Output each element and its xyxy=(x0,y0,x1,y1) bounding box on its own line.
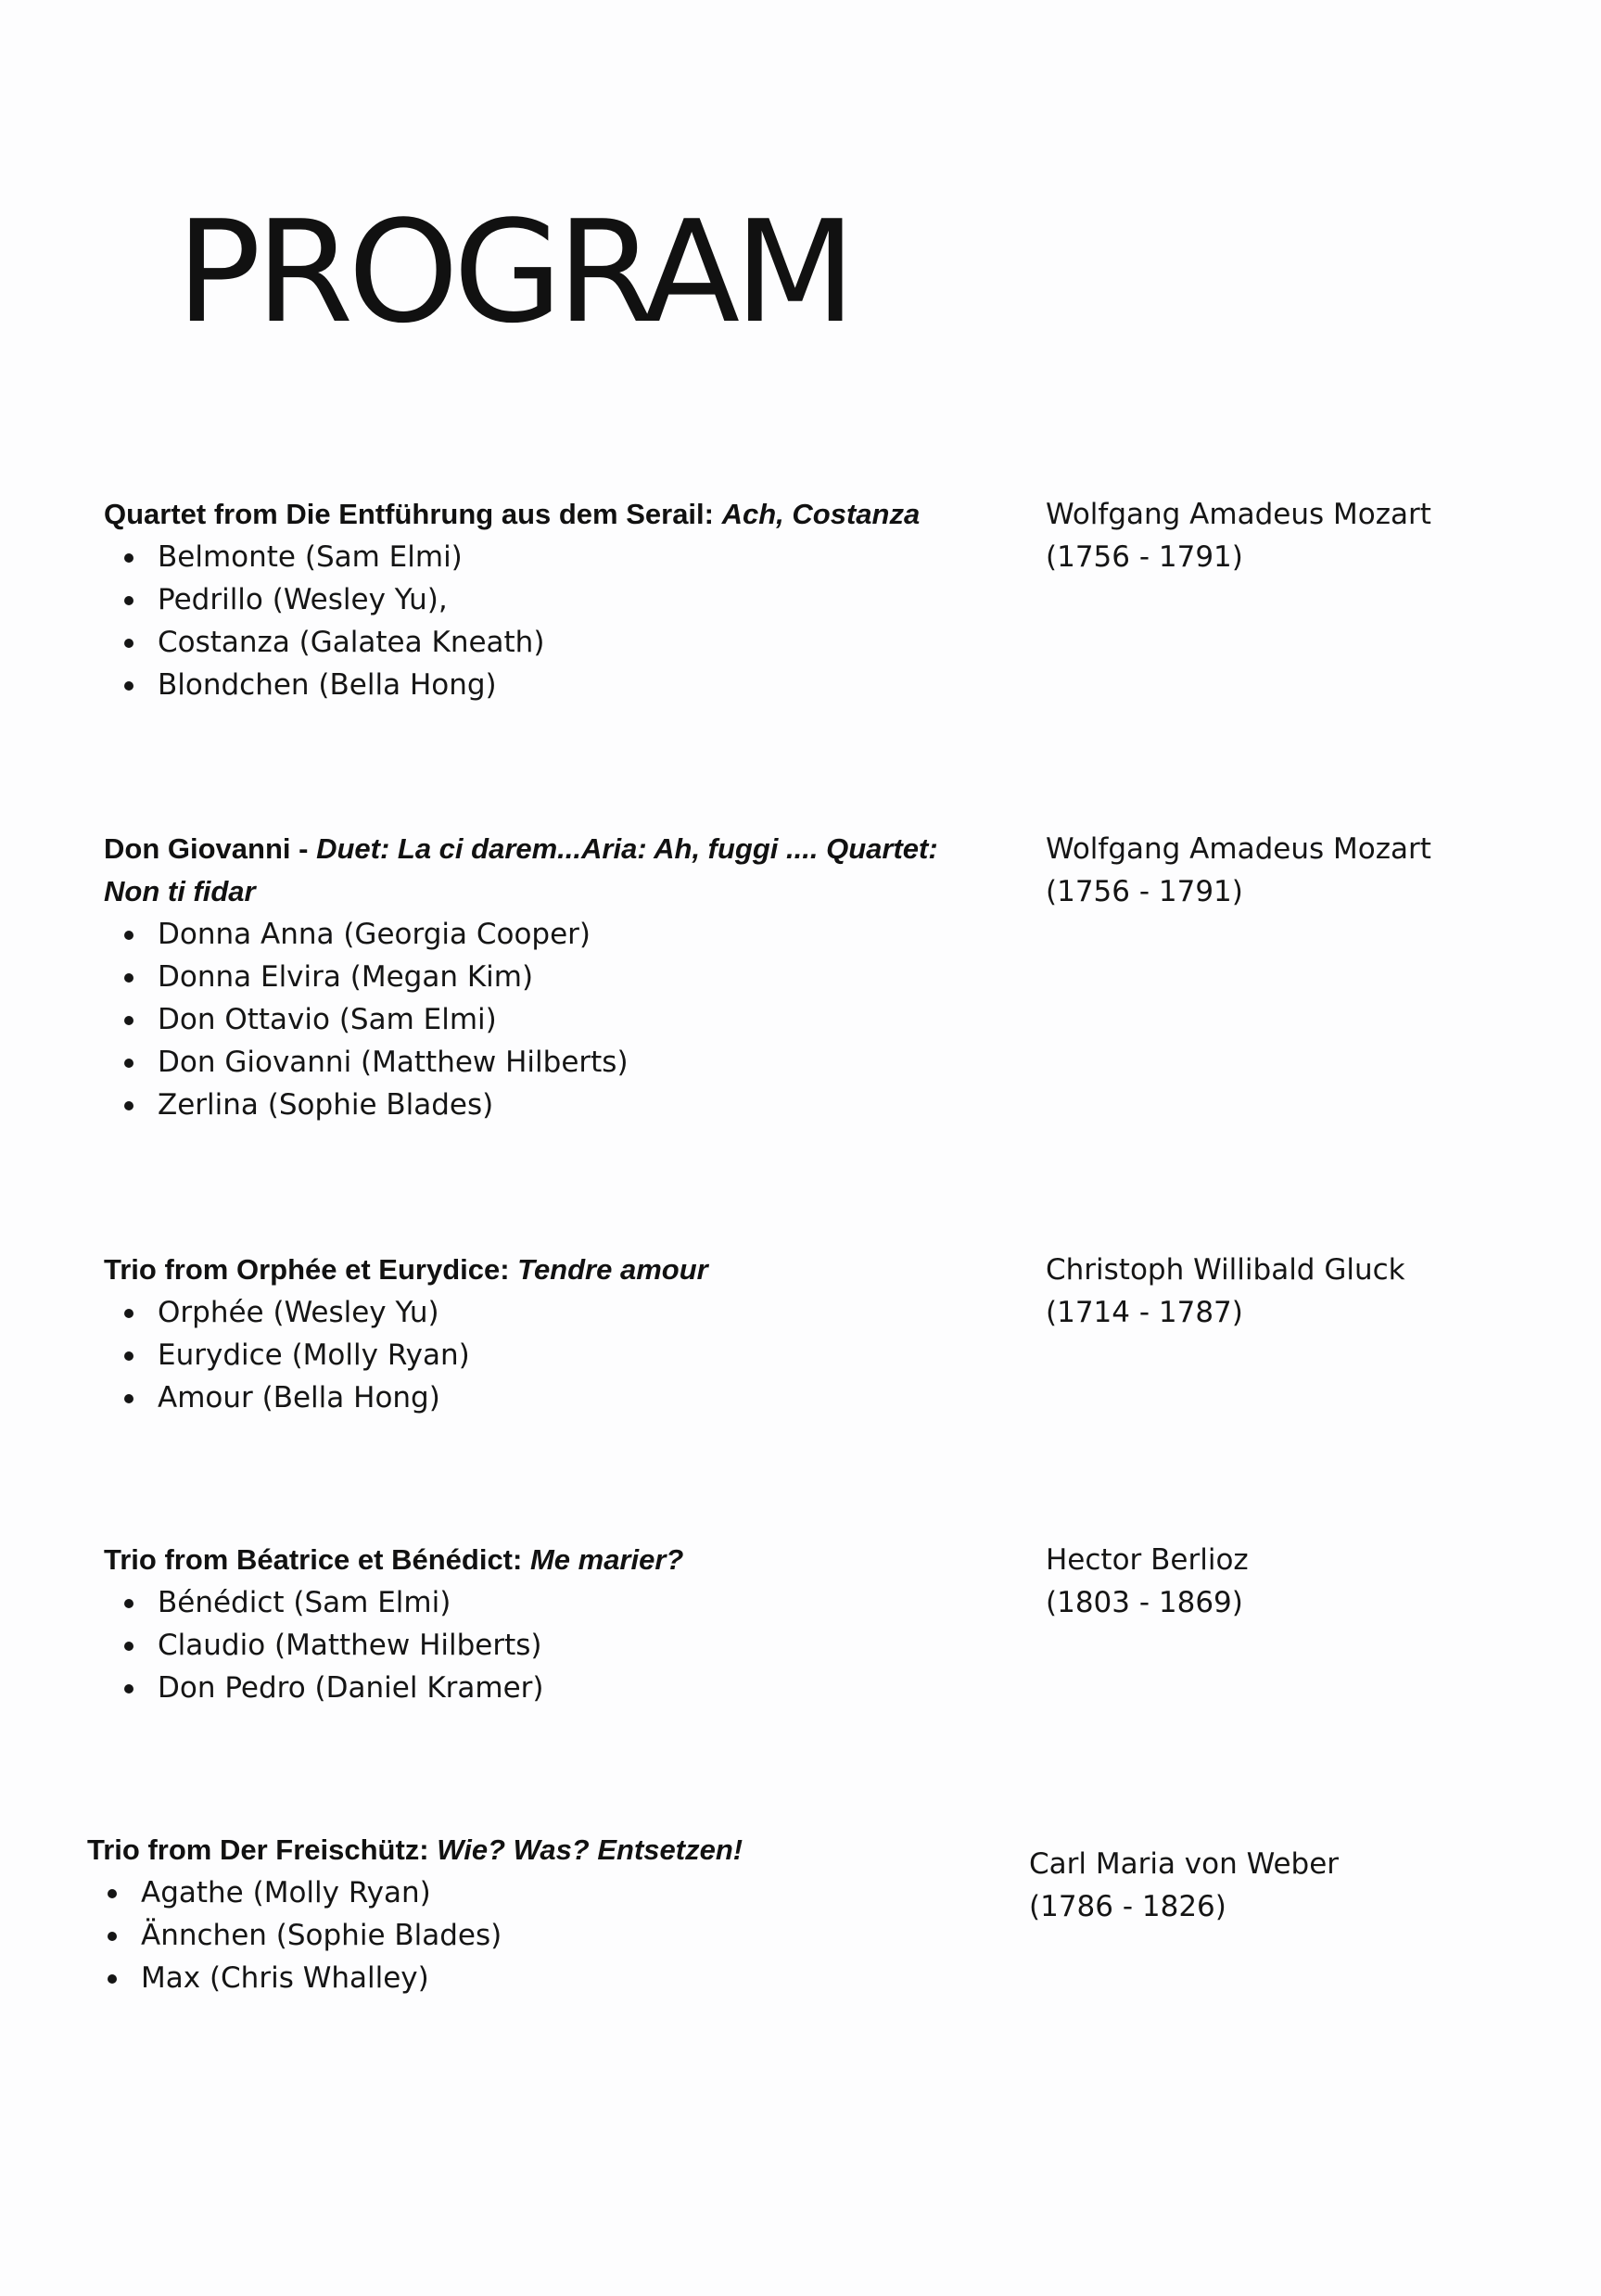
piece-title: Don Giovanni - xyxy=(104,832,317,865)
cast-item: Pedrillo (Wesley Yu), xyxy=(121,578,544,621)
cast-item: Donna Anna (Georgia Cooper) xyxy=(121,913,629,956)
piece-heading xyxy=(104,1249,1031,1291)
piece-aria-title-2: Non ti fidar xyxy=(104,875,256,907)
cast-item: Max (Chris Whalley) xyxy=(104,1957,502,1999)
cast-list xyxy=(121,536,544,706)
piece-title: Quartet from Die Entführung aus dem Serail: xyxy=(104,498,722,530)
piece-heading xyxy=(104,1539,1031,1581)
cast-list xyxy=(121,913,629,1126)
cast-list xyxy=(121,1291,470,1419)
piece-aria-title: Tendre amour xyxy=(517,1253,708,1286)
composer-dates: (1786 - 1826) xyxy=(1029,1890,1226,1923)
piece-heading xyxy=(104,828,1031,913)
cast-item: Amour (Bella Hong) xyxy=(121,1376,470,1419)
composer xyxy=(1029,1843,1548,1928)
piece-title: Trio from Der Freischütz: xyxy=(87,1833,438,1866)
composer xyxy=(1046,1539,1565,1624)
cast-item: Belmonte (Sam Elmi) xyxy=(121,536,544,578)
composer-dates: (1756 - 1791) xyxy=(1046,875,1243,908)
composer-name: Wolfgang Amadeus Mozart xyxy=(1046,832,1431,866)
piece-aria-title: Wie? Was? Entsetzen! xyxy=(437,1833,743,1866)
cast-item: Costanza (Galatea Kneath) xyxy=(121,621,544,664)
cast-item: Blondchen (Bella Hong) xyxy=(121,664,544,706)
piece-heading xyxy=(87,1829,1014,1871)
cast-item: Don Pedro (Daniel Kramer) xyxy=(121,1667,544,1709)
composer xyxy=(1046,828,1565,913)
cast-item: Eurydice (Molly Ryan) xyxy=(121,1334,470,1376)
composer-dates: (1714 - 1787) xyxy=(1046,1296,1243,1329)
cast-item: Bénédict (Sam Elmi) xyxy=(121,1581,544,1624)
composer xyxy=(1046,493,1565,578)
composer-name: Christoph Willibald Gluck xyxy=(1046,1253,1405,1287)
composer xyxy=(1046,1249,1565,1334)
piece-heading xyxy=(104,493,1031,536)
composer-dates: (1803 - 1869) xyxy=(1046,1586,1243,1619)
cast-list xyxy=(104,1871,502,1999)
composer-name: Wolfgang Amadeus Mozart xyxy=(1046,498,1431,531)
piece-aria-title: Me marier? xyxy=(529,1543,684,1576)
composer-dates: (1756 - 1791) xyxy=(1046,540,1243,574)
cast-item: Ännchen (Sophie Blades) xyxy=(104,1914,502,1957)
piece-title: Trio from Orphée et Eurydice: xyxy=(104,1253,518,1286)
cast-item: Zerlina (Sophie Blades) xyxy=(121,1084,629,1126)
piece-aria-title: Ach, Costanza xyxy=(721,498,921,530)
cast-item: Claudio (Matthew Hilberts) xyxy=(121,1624,544,1667)
cast-item: Don Ottavio (Sam Elmi) xyxy=(121,998,629,1041)
cast-item: Don Giovanni (Matthew Hilberts) xyxy=(121,1041,629,1084)
cast-list xyxy=(121,1581,544,1709)
page-title: PROGRAM xyxy=(176,190,851,354)
piece-aria-title: Duet: La ci darem...Aria: Ah, fuggi .... Quartet: xyxy=(316,832,938,865)
composer-name: Carl Maria von Weber xyxy=(1029,1847,1340,1881)
cast-item: Orphée (Wesley Yu) xyxy=(121,1291,470,1334)
cast-item: Donna Elvira (Megan Kim) xyxy=(121,956,629,998)
cast-item: Agathe (Molly Ryan) xyxy=(104,1871,502,1914)
piece-title: Trio from Béatrice et Bénédict: xyxy=(104,1543,530,1576)
composer-name: Hector Berlioz xyxy=(1046,1543,1249,1577)
